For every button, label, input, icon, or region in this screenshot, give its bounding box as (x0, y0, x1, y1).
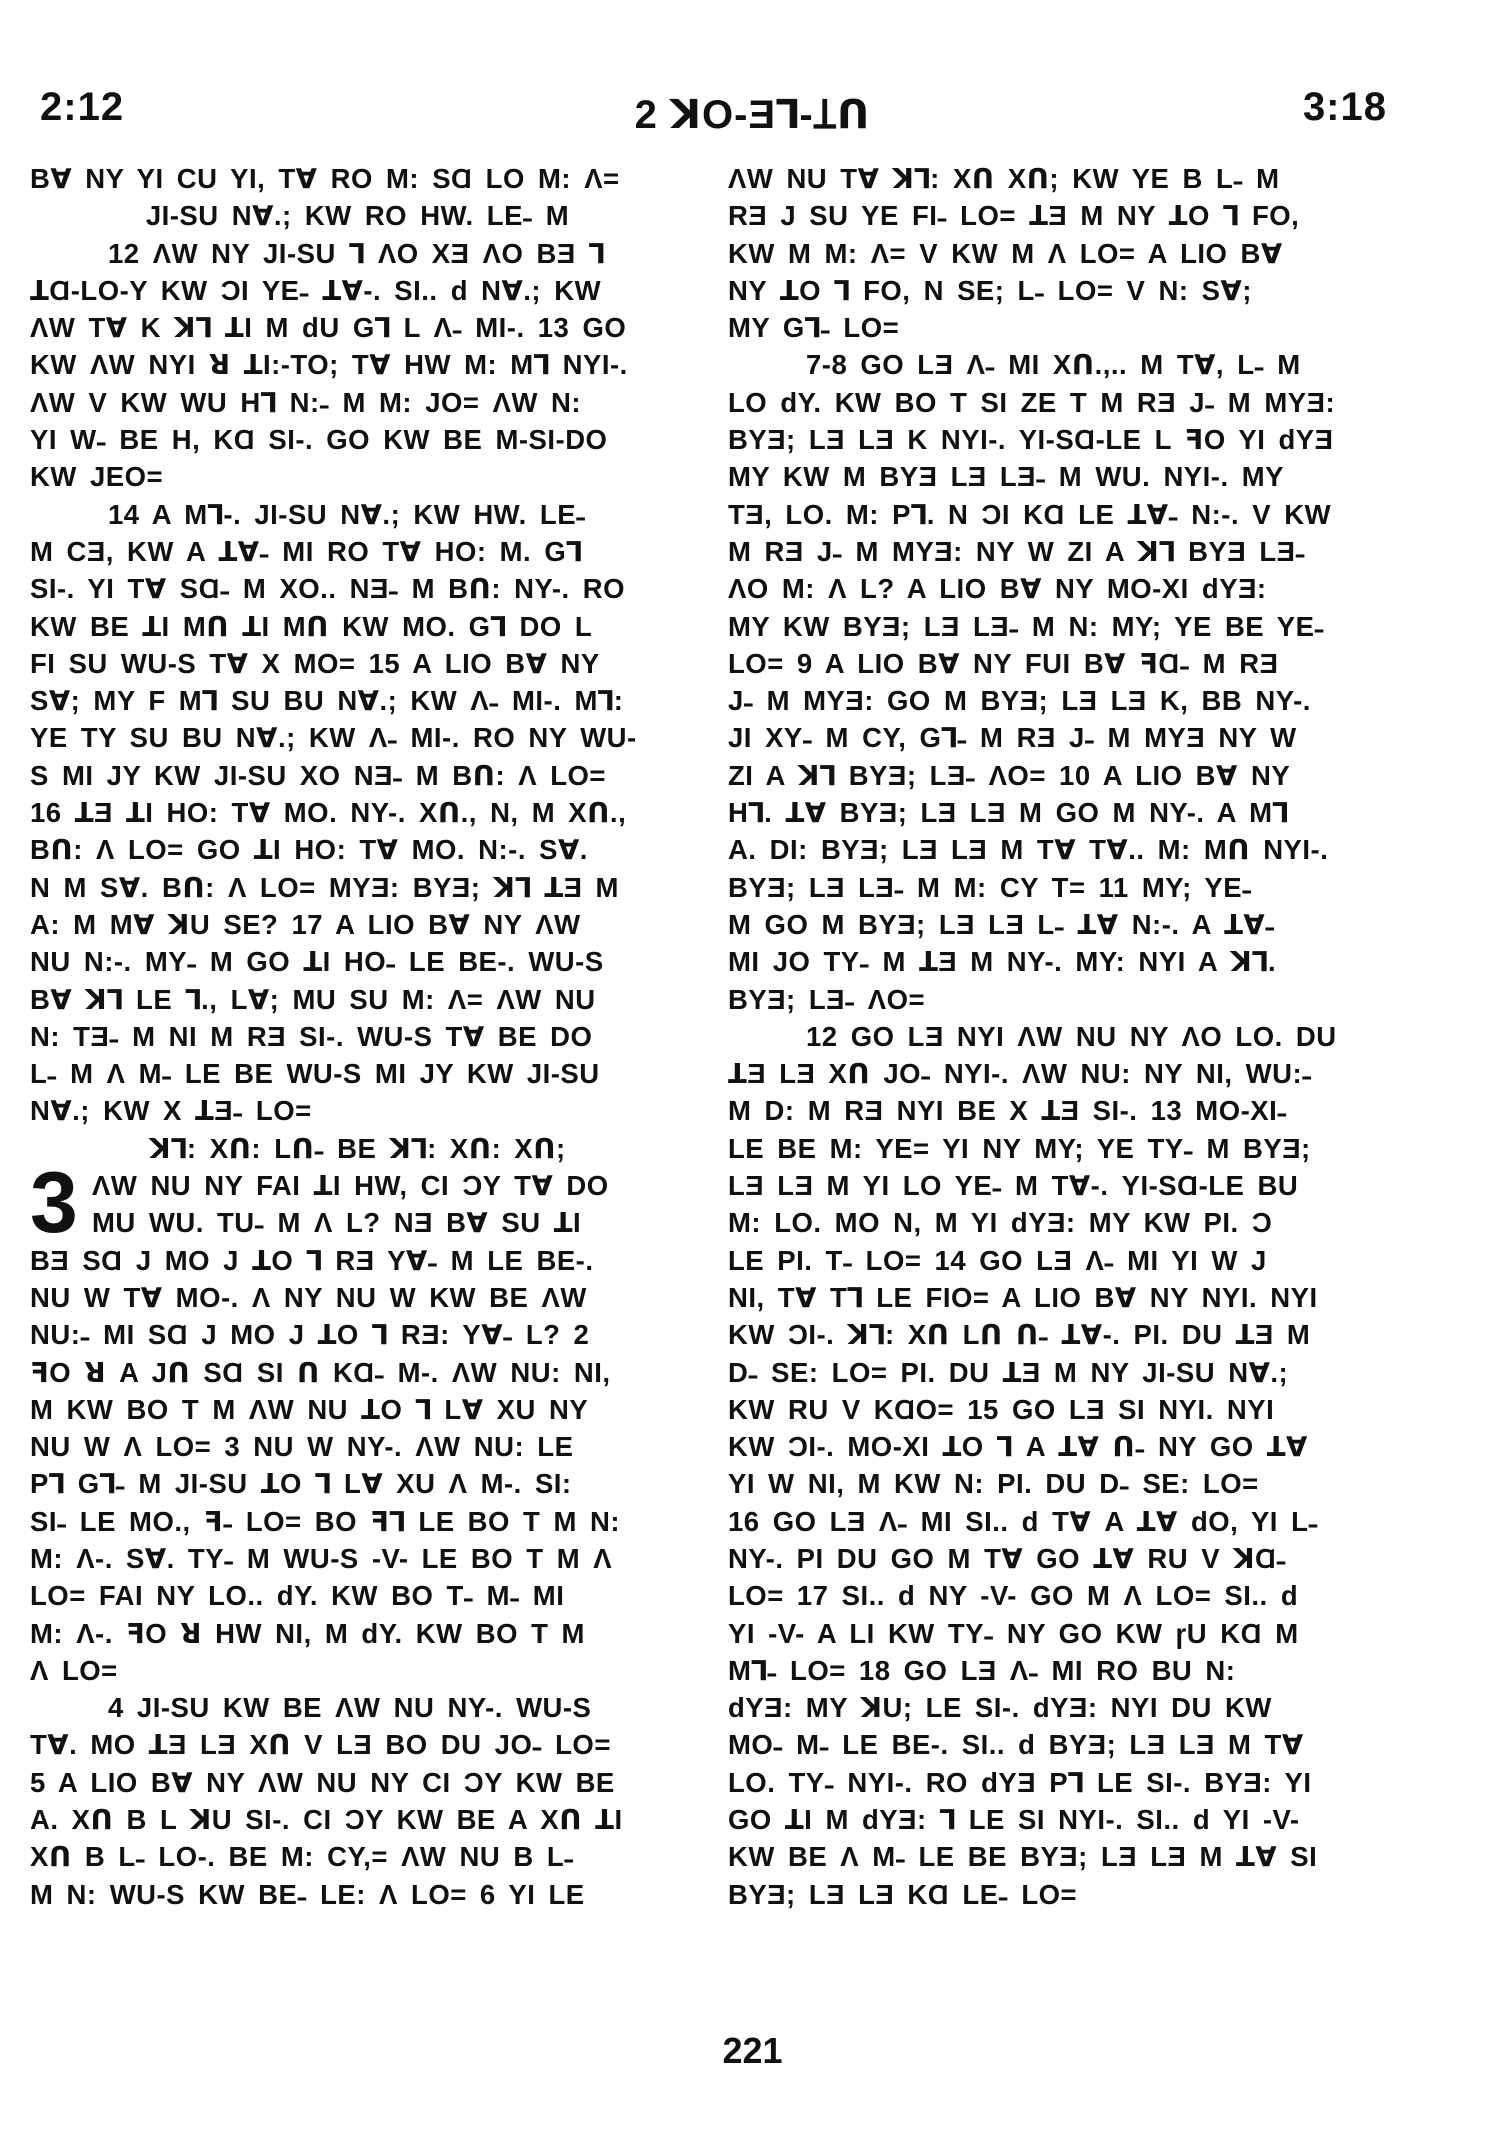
text-line: A. Xꓵ B L ꓘU SI-. CI ƆY KW BE A Xꓵ ꓕI (30, 1804, 623, 1836)
chapter-number: 3 (30, 1155, 79, 1252)
text-line: N: TƎ˗ M NI M RƎ SI-. WU-S Tꓯ BE DO (30, 1020, 593, 1052)
text-line: BYƎ; LƎ LƎ˗ M M: CY T= 11 MY; YE˗ (728, 871, 1252, 903)
text-line: BƎ SⱭ J MO J ꓕO ꓶ RƎ Yꓯ˗ M LE BE-. (30, 1244, 594, 1276)
text-line: MY KW M BYƎ LƎ LƎ˗ M WU. NYI-. MY (728, 461, 1284, 493)
text-line: M: LO. MO N, M YI dYƎ: MY KW PI. Ɔ (728, 1207, 1273, 1239)
text-line: 7-8 GO LƎ Ʌ˗ MI Xꓵ.,.. M Tꓯ, L˗ M (806, 349, 1301, 381)
text-line: BYƎ; LƎ LƎ KⱭ LE˗ LO= (728, 1878, 1078, 1910)
text-line: 4 JI-SU KW BE ɅW NU NY-. WU-S (108, 1692, 592, 1724)
text-line: J˗ M MYƎ: GO M BYƎ; LƎ LƎ K, BB NY-. (728, 685, 1311, 717)
text-line: JI XY˗ M CY, Gꓶ˗ M RƎ J˗ M MYƎ NY W (728, 722, 1297, 754)
text-line: M: Ʌ-. Sꓯ. TY˗ M WU-S -V- LE BO T M Ʌ (30, 1542, 613, 1574)
text-line: ꓕƎ LƎ Xꓵ JO˗ NYI-. ɅW NU: NY NI, WU:˗ (728, 1058, 1312, 1090)
text-line: YI -V- A LI KW TY˗ NY GO KW ɼU KⱭ M (728, 1617, 1299, 1649)
text-line: LO= 9 A LIO Bꓯ NY FUI Bꓯ ꟻⱭ˗ M RƎ (728, 647, 1279, 679)
text-line: KW Ɔ​I-. MO-XI ꓕO ꓶ A ꓕꓯ ꓵ˗ NY GO ꓕꓯ (728, 1431, 1308, 1463)
text-line: Nꓯ.; KW X ꓕƎ˗ LO= (30, 1095, 312, 1127)
text-line: KW RU V KⱭO= 15 GO LƎ SI NYI. NYI (728, 1393, 1275, 1425)
text-line: YE TY SU BU Nꓯ.; KW Ʌ˗ MI-. RO NY WU- (30, 722, 637, 754)
text-line: Sꓯ; MY F Mꓶ SU BU Nꓯ.; KW Ʌ˗ MI-. Mꓶ: (30, 685, 624, 717)
text-line: NY ꓕO ꓶ FO, N SE; L˗ LO= V N: Sꓯ; (728, 274, 1252, 306)
text-line: NU W Ʌ LO= 3 NU W NY-. ɅW NU: LE (30, 1431, 574, 1463)
text-line: dYƎ: MY ꓘU; LE SI-. dYƎ: NYI DU KW (728, 1692, 1272, 1724)
text-line: 5 A LIO Bꓯ NY ɅW NU NY CI ƆY KW BE (30, 1766, 615, 1798)
right-column (728, 160, 1390, 1913)
text-line: ɅW V KW WU Hꓶ N:˗ M M: JO= ɅW N: (30, 386, 582, 418)
text-line: A: M Mꓯ ꓘU SE? 17 A LIO Bꓯ NY ɅW (30, 908, 581, 940)
text-line: RƎ J SU YE FI˗ LO= ꓕƎ M NY ꓕO ꓶ FO, (728, 200, 1300, 232)
text-line: SI-. YI Tꓯ SⱭ˗ M XO.. NƎ˗ M Bꓵ: NY-. RO (30, 573, 626, 605)
text-line: ZI A ꓘꓶ BYƎ; LƎ˗ ɅO= 10 A LIO Bꓯ NY (728, 759, 1291, 791)
text-line: MY KW BYƎ; LƎ LƎ˗ M N: MY; YE BE YE˗ (728, 610, 1325, 642)
text-line: JI-SU Nꓯ.; KW RO HW. LE˗ M (145, 200, 570, 232)
text-line: S MI JY KW JI-SU XO NƎ˗ M Bꓵ: Ʌ LO= (30, 759, 606, 791)
text-line: TƎ, LO. M: Pꓶ. N Ɔ​I KⱭ LE ꓕꓯ˗ N:-. V KW (728, 498, 1332, 530)
text-line: D˗ SE: LO= PI. DU ꓕƎ M NY JI-SU Nꓯ.; (728, 1356, 1289, 1388)
text-line: Tꓯ. MO ꓕƎ LƎ Xꓵ V LƎ BO DU JO˗ LO= (30, 1729, 611, 1761)
text-line: 16 GO LƎ Ʌ˗ MI SI.. d Tꓯ A ꓕꓯ dO, YI L˗ (728, 1505, 1319, 1537)
text-line: LƎ LƎ M YI LO YE˗ M Tꓯ-. YI-SⱭ-LE BU (728, 1170, 1299, 1202)
text-line: MU WU. TU˗ M Ʌ L? NƎ Bꓯ SU ꓕI (92, 1207, 582, 1239)
text-line: NY-. PI DU GO M Tꓯ GO ꓕꓯ RU V ꓘⱭ˗ (728, 1542, 1287, 1574)
text-line: Bꓯ ꓘꓶ LE ꓶ., Lꓯ; MU SU M: Ʌ= ɅW NU (30, 983, 596, 1015)
text-line: ɅO M: Ʌ L? A LIO Bꓯ NY MO-XI dYƎ: (728, 573, 1267, 605)
text-line: N M Sꓯ. Bꓵ: Ʌ LO= MYƎ: BYƎ; ꓘꓶ ꓕƎ M (30, 871, 619, 903)
verse-block-continued (728, 160, 1390, 346)
text-line: LO. TY˗ NYI-. RO dYƎ Pꓶ LE SI-. BYƎ: YI (728, 1766, 1312, 1798)
text-line: MI JO TY˗ M ꓕƎ M NY-. MY: NYI A ꓘꓶ. (728, 946, 1277, 978)
text-line: LO= FAI NY LO.. dY. KW BO T˗ M˗ MI (30, 1580, 565, 1612)
running-header-left: 2:12 (40, 85, 125, 129)
text-line: M CƎ, KW A ꓕꓯ˗ MI RO Tꓯ HO: M. Gꓶ (30, 535, 583, 567)
left-column (30, 160, 685, 1913)
text-line: Bꓵ: Ʌ LO= GO ꓕI HO: Tꓯ MO. N:-. Sꓯ. (30, 834, 588, 866)
text-line: ɅW Tꓯ K ꓘꓶ ꓕI M dU Gꓶ L Ʌ˗ MI-. 13 GO (30, 312, 627, 344)
text-line: NU N:-. MY˗ M GO ꓕI HO˗ LE BE-. WU-S (30, 946, 604, 978)
text-line: 16 ꓕƎ ꓕI HO: Tꓯ MO. NY-. Xꓵ., N, M Xꓵ., (30, 797, 627, 829)
chapter-verse-block (30, 1242, 685, 1690)
text-line: A. DI: BYƎ; LƎ LƎ M Tꓯ Tꓯ.. M: Mꓵ NYI-. (728, 834, 1329, 866)
text-line: NU W Tꓯ MO-. Ʌ NY NU W KW BE ɅW (30, 1281, 587, 1313)
text-line: M RƎ J˗ M MYƎ: NY W ZI A ꓘꓶ BYƎ LƎ˗ (728, 535, 1306, 567)
text-line: Hꓶ. ꓕꓯ BYƎ; LƎ LƎ M GO M NY-. A Mꓶ (728, 797, 1289, 829)
text-line: FI SU WU-S Tꓯ X MO= 15 A LIO Bꓯ NY (30, 647, 600, 679)
text-line: Mꓶ˗ LO= 18 GO LƎ Ʌ˗ MI RO BU N: (728, 1654, 1236, 1686)
text-line: GO ꓕI M dYƎ: ꓶ LE SI NYI-. SI.. d YI -V- (728, 1804, 1300, 1836)
text-line: YI W˗ BE H, KⱭ SI-. GO KW BE M-SI-DO (30, 424, 608, 456)
text-line: YI W NI, M KW N: PI. DU D˗ SE: LO= (728, 1468, 1259, 1500)
text-line: ꓕⱭ-LO-Y KW Ɔ​I YE˗ ꓕꓯ-. SI.. d Nꓯ.; KW (30, 274, 602, 306)
text-line: KW JEO= (30, 461, 164, 493)
verse-block-7 (728, 346, 1390, 1017)
text-line: LE PI. T˗ LO= 14 GO LƎ Ʌ˗ MI YI W J (728, 1244, 1267, 1276)
text-line: NI, Tꓯ Tꓶ LE FIO= A LIO Bꓯ NY NYI. NYI (728, 1281, 1318, 1313)
verse-block-12-right (728, 1018, 1390, 1913)
page-number: 221 (722, 2030, 783, 2071)
text-line: ɅW NU Tꓯ ꓘꓶ: Xꓵ Xꓵ; KW YE B L˗ M (728, 163, 1280, 194)
text-line: L˗ M Ʌ M˗ LE BE WU-S MI JY KW JI-SU (30, 1058, 600, 1090)
text-line: ɅW NU NY FAI ꓕI HW, CI ƆY Tꓯ DO (92, 1170, 609, 1202)
text-line: LO dY. KW BO T SI ZE T M RƎ J˗ M MYƎ: (728, 386, 1336, 418)
running-header-title: 2 ꓘO-Ǝꓶ-Ʇꓵ (634, 93, 871, 137)
verse-block-12 (30, 160, 685, 496)
text-line: M: Ʌ-. ꟻO ꓤ HW NI, M dY. KW BO T M (30, 1617, 585, 1649)
text-line: Bꓯ NY YI CU YI, Tꓯ RO M: SⱭ LO M: Ʌ= (30, 163, 620, 194)
text-line: SI˗ LE MO., ꟻ˗ LO= BO ꟻꓶ LE BO T M N: (30, 1505, 621, 1537)
text-line: M KW BO T M ɅW NU ꓕO ꓶ Lꓯ XU NY (30, 1393, 589, 1425)
text-line: NU:˗ MI SⱭ J MO J ꓕO ꓶ RƎ: Yꓯ˗ L? 2 (30, 1319, 590, 1351)
text-line: BYƎ; LƎ LƎ K NYI-. YI-SⱭ-LE L ꟻO YI dYƎ (728, 424, 1334, 456)
text-line: M GO M BYƎ; LƎ LƎ L˗ ꓕꓯ N:-. A ꓕꓯ˗ (728, 908, 1275, 940)
text-line: M N: WU-S KW BE˗ LE: Ʌ LO= 6 YI LE (30, 1878, 585, 1910)
text-line: M D: M RƎ NYI BE X ꓕƎ SI-. 13 MO-XI˗ (728, 1095, 1287, 1127)
text-line: KW Ɔ​I-. ꓘꓶ: Xꓵ Lꓵ ꓵ˗ ꓕꓯ-. PI. DU ꓕƎ M (728, 1319, 1311, 1351)
text-line: ꟻO ꓤ A Jꓵ SⱭ SI ꓵ KⱭ˗ M-. ɅW NU: NI, (30, 1356, 611, 1388)
text-line: 12 ɅW NY JI-SU ꓶ ɅO XƎ ɅO BƎ ꓶ (108, 237, 605, 269)
text-line: Ʌ LO= (30, 1654, 118, 1686)
verse-block-14 (30, 496, 685, 1130)
chapter-opening (30, 1155, 685, 1252)
text-line: 12 GO LƎ NYI ɅW NU NY ɅO LO. DU (806, 1020, 1337, 1052)
text-line: Xꓵ B L˗ LO-. BE M: CY,= ɅW NU B L˗ (30, 1841, 574, 1873)
text-line: MY Gꓶ˗ LO= (728, 312, 900, 344)
chapter-heading: ꓘꓶ: Xꓵ: Lꓵ˗ BE ꓘꓶ: Xꓵ: Xꓵ; (149, 1132, 566, 1164)
text-line: KW ɅW NYI ꓤ ꓕI:-TO; Tꓯ HW M: Mꓶ NYI-. (30, 349, 628, 381)
verse-block-4 (30, 1689, 685, 1913)
text-line: LE BE M: YE= YI NY MY; YE TY˗ M BYƎ; (728, 1132, 1311, 1164)
text-line: BYƎ; LƎ˗ ɅO= (728, 983, 926, 1015)
text-line: LO= 17 SI.. d NY -V- GO M Ʌ LO= SI.. d (728, 1580, 1299, 1612)
text-line: 14 A Mꓶ-. JI-SU Nꓯ.; KW HW. LE˗ (108, 498, 586, 530)
chapter-opening-lines (30, 1155, 685, 1252)
text-line: KW BE ꓕI Mꓵ ꓕI Mꓵ KW MO. Gꓶ DO L (30, 610, 593, 642)
text-line: Pꓶ Gꓶ˗ M JI-SU ꓕO ꓶ Lꓯ XU Ʌ M-. SI: (30, 1468, 572, 1500)
text-line: MO˗ M˗ LE BE-. SI.. d BYƎ; LƎ LƎ M Tꓯ (728, 1729, 1304, 1761)
text-line: KW M M: Ʌ= V KW M Ʌ LO= A LIO Bꓯ (728, 237, 1283, 269)
running-header-right: 3:18 (1302, 85, 1387, 129)
text-line: KW BE Ʌ M˗ LE BE BYƎ; LƎ LƎ M ꓕꓯ SI (728, 1841, 1318, 1873)
